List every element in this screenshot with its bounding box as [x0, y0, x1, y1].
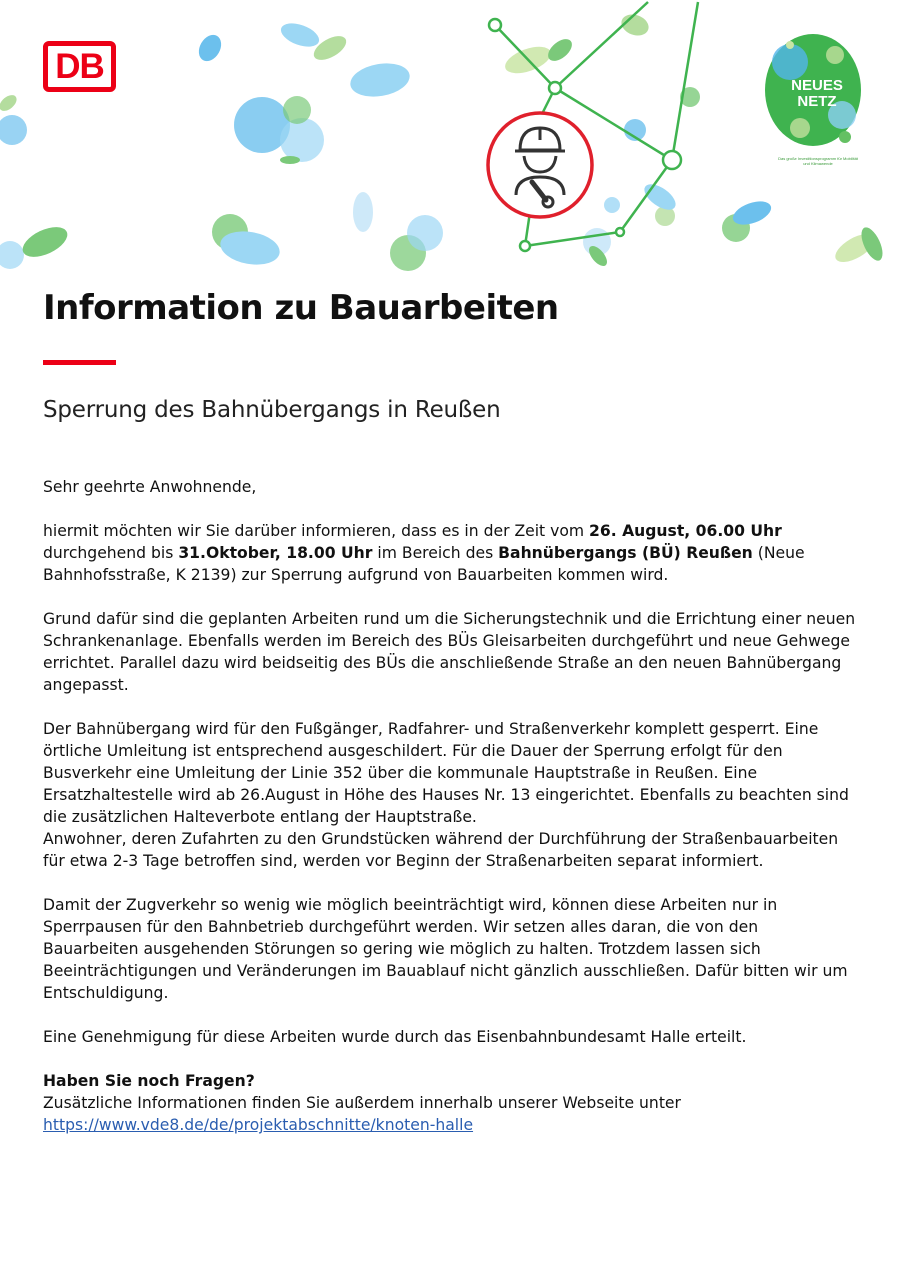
paragraph-dates: hiermit möchten wir Sie darüber informieren, dass es in der Zeit vom 26. August, 06.00 Uhr durchgehend bis 31.Oktober, 18.00 Uhr im Bereich des Bahnübergangs (BÜ) Reußen (Neue Bahnhofsstraße, K 2139) zur Sperrung aufgrund von Bauarbeiten kommen wird.: [43, 522, 805, 584]
paragraph-residents: Anwohner, deren Zufahrten zu den Grundstücken während der Durchführung der Straßenbauarbeiten für etwa 2-3 Tage betroffen sind, werden vor Beginn der Straßenarbeiten separat informiert.: [43, 830, 839, 870]
page-subtitle: Sperrung des Bahnübergangs in Reußen: [43, 397, 501, 423]
badge-tagline: Das große Investitionsprogramm für Mobilität und Klimawende: [778, 156, 858, 166]
paragraph-reason: Grund dafür sind die geplanten Arbeiten rund um die Sicherungstechnik und die Errichtung einer neuen Schrankenanlage. Ebenfalls werden im Bereich des BÜs Gleisarbeiten durchgeführt und neue Gehwege errichtet. Parallel dazu wird beidseitig des BÜs die anschließende Straße an den neuen Bahnübergang angepasst.: [43, 610, 856, 694]
project-website-link[interactable]: https://www.vde8.de/de/projektabschnitte/knoten-halle: [43, 1116, 474, 1134]
start-date: 26. August, 06.00 Uhr: [589, 522, 782, 540]
neues-netz-badge: [764, 28, 870, 154]
letter-body: [43, 476, 858, 1136]
greeting: Sehr geehrte Anwohnende,: [43, 478, 257, 496]
badge-line-1: NEUES: [791, 77, 843, 94]
badge-line-2: NETZ: [797, 93, 837, 110]
page-title: Information zu Bauarbeiten: [43, 288, 559, 328]
crossing-name: Bahnübergangs (BÜ) Reußen: [498, 544, 753, 562]
title-accent-bar: [43, 360, 116, 365]
paragraph-closure: Der Bahnübergang wird für den Fußgänger, Radfahrer- und Straßenverkehr komplett gesperrt. Eine örtliche Umleitung ist entsprechend ausgeschildert. Für die Dauer der Sperrung erfolgt für den Busverkehr eine Umleitung der Linie 352 über die kommunale Hauptstraße in Reußen. Eine Ersatzhaltestelle wird ab 26.August in Höhe des Hauses Nr. 13 eingerichtet. Ebenfalls zu beachten sind die zusätzlichen Halteverbote entlang der Hauptstraße.: [43, 720, 849, 826]
questions-heading: Haben Sie noch Fragen?: [43, 1072, 255, 1090]
end-date: 31.Oktober, 18.00 Uhr: [178, 544, 373, 562]
construction-worker-icon: [488, 113, 592, 217]
questions-text: Zusätzliche Informationen finden Sie außerdem innerhalb unserer Webseite unter: [43, 1094, 681, 1112]
paragraph-apology: Damit der Zugverkehr so wenig wie möglich beeinträchtigt wird, können diese Arbeiten nur in Sperrpausen für den Bahnbetrieb durchgeführt werden. Wir setzen alles daran, die von den Bauarbeiten ausgehenden Störungen so gering wie möglich zu halten. Trotzdem lassen sich Beeinträchtigungen und Veränderungen im Bauablauf nicht gänzlich ausschließen. Dafür bitten wir um Entschuldigung.: [43, 896, 848, 1002]
db-logo-text: DB: [55, 47, 104, 86]
paragraph-approval: Eine Genehmigung für diese Arbeiten wurde durch das Eisenbahnbundesamt Halle erteilt.: [43, 1028, 747, 1046]
db-logo: [43, 41, 116, 92]
